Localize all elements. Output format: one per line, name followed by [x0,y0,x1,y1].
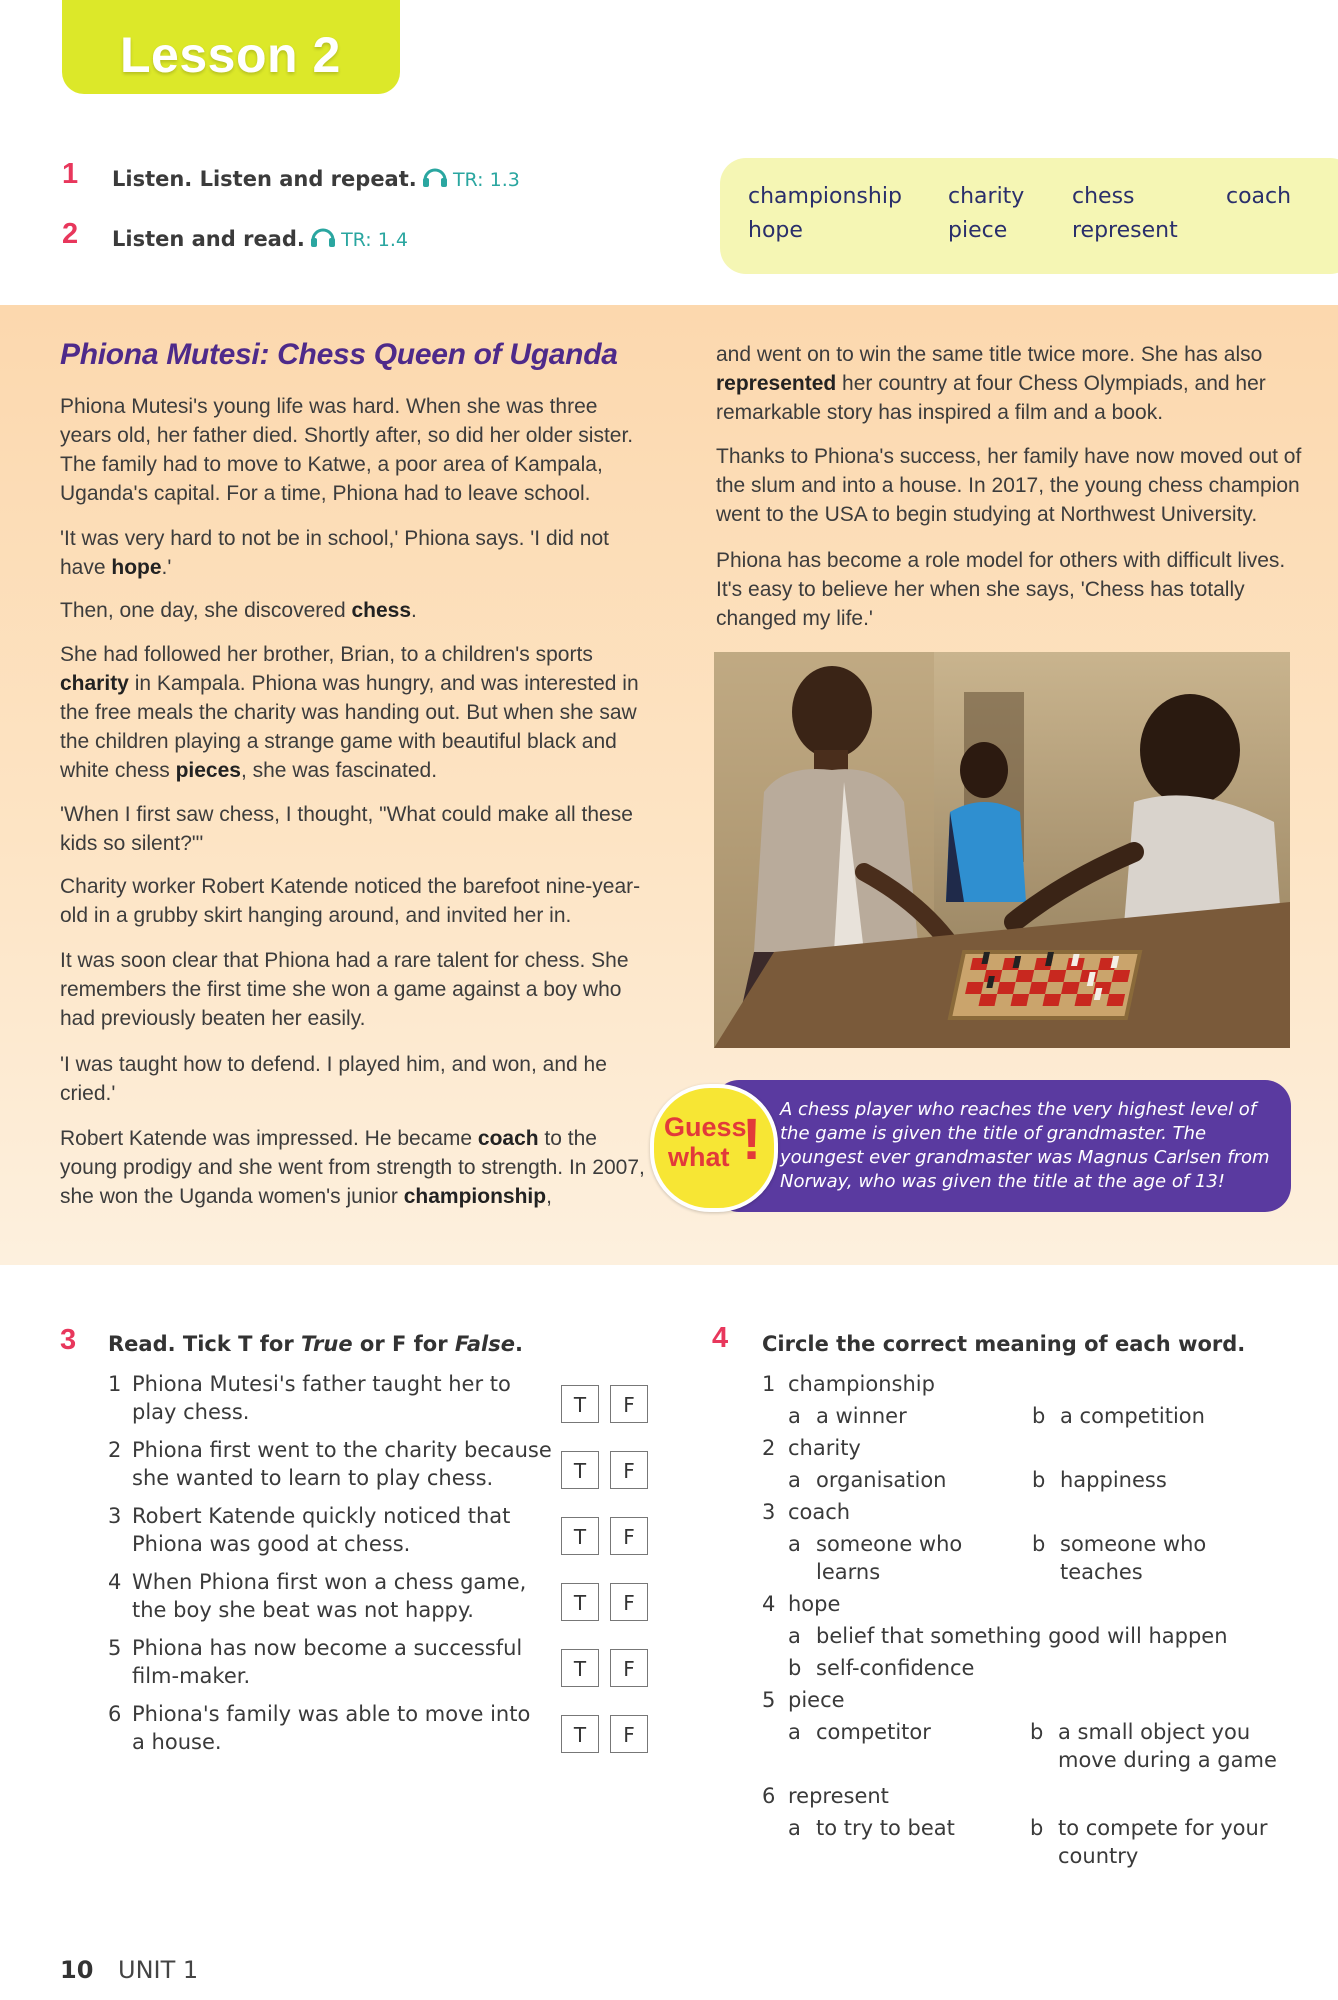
true-checkbox[interactable]: T [561,1385,599,1423]
item-number: 4 [762,1592,776,1616]
article-title: Phiona Mutesi: Chess Queen of Uganda [60,338,618,371]
question-text: Phiona first went to the charity because [132,1438,552,1462]
lesson-title: Lesson 2 [120,27,341,83]
word-box-item: represent [1072,218,1178,243]
vocab-word: pieces [175,759,241,782]
true-checkbox[interactable]: T [561,1583,599,1621]
option-a[interactable]: a belief that something good will happen [788,1624,1228,1648]
question-text: film-maker. [132,1664,251,1688]
word-box-item: charity [948,184,1025,209]
question-number: 2 [108,1438,122,1462]
exercise-1-number: 1 [62,158,79,190]
item-number: 1 [762,1372,776,1396]
item-number: 6 [762,1784,776,1808]
true-checkbox[interactable]: T [561,1517,599,1555]
question-text: Phiona has now become a successful [132,1636,523,1660]
vocab-word: charity [60,672,129,695]
article-paragraph: 'I was taught how to defend. I played him, and won, and he cried.' [60,1053,607,1105]
item-number: 2 [762,1436,776,1460]
option-a[interactable]: a a winner [788,1404,907,1428]
question-text: Phiona's family was able to move into [132,1702,531,1726]
question-text: When Phiona first won a chess game, [132,1570,527,1594]
guess-what-text: A chess player who reaches the very highest level of the game is given the title of grandmaster. The youngest ever grandmaster was Magnus Carlsen from Norway, who was given the title at the age of 13! [780,1099,1270,1192]
article-paragraph: Then, one day, she discovered chess. [60,599,417,622]
false-checkbox[interactable]: F [610,1583,648,1621]
word-box-item: hope [748,218,803,243]
vocab-word: hope [111,556,162,579]
item-word: hope [788,1592,841,1616]
exercise-1-track: TR: 1.3 [452,169,520,191]
article-paragraph: Phiona has become a role model for others with difficult lives. It's easy to believe her when she says, 'Chess has totally changed my life.' [716,549,1286,630]
article-paragraph: She had followed her brother, Brian, to a children's sports charity in Kampala. Phiona was hungry, and was interested in the free meals the charity was handing out. But when she saw the children playing a strange game with beautiful black and white chess pieces, she was fascinated. [60,643,639,782]
article-paragraph: Phiona Mutesi's young life was hard. When she was three years old, her father died. Shortly after, so did her older sister. The family had to move to Katwe, a poor area of Kampala, Uganda's capital. For a time, Phiona had to leave school. [60,395,634,505]
question-number: 1 [108,1372,122,1396]
exercise-2-instruction: Listen and read. [112,227,305,251]
exercise-1-instruction: Listen. Listen and repeat. [112,167,417,191]
article-paragraph: 'It was very hard to not be in school,' Phiona says. 'I did not have hope.' [60,527,609,579]
question-number: 4 [108,1570,122,1594]
option-a[interactable]: a to try to beat [788,1816,955,1840]
question-number: 5 [108,1636,122,1660]
vocab-word: represented [716,372,837,395]
false-checkbox[interactable]: F [610,1715,648,1753]
question-text: Phiona was good at chess. [132,1532,411,1556]
exercise-1-row [112,166,520,192]
question-text: the boy she beat was not happy. [132,1598,474,1622]
word-box-item: piece [948,218,1008,243]
vocab-word: championship [403,1185,547,1208]
question-text: Robert Katende quickly noticed that [132,1504,511,1528]
chess-photo [714,652,1290,1048]
true-checkbox[interactable]: T [561,1715,599,1753]
item-number: 5 [762,1688,776,1712]
vocab-word: coach [477,1127,539,1150]
guess-what-label: what [668,1142,730,1172]
question-text: a house. [132,1730,222,1754]
option-b[interactable]: b someone who [1032,1532,1207,1556]
false-checkbox[interactable]: F [610,1649,648,1687]
option-b[interactable]: b to compete for your [1030,1816,1268,1840]
option-b[interactable]: b a small object you [1030,1720,1251,1744]
option-b-continued: move during a game [1058,1748,1277,1772]
word-box-item: chess [1072,184,1135,209]
vocab-word: chess [351,599,412,622]
option-b[interactable]: b self-confidence [788,1656,975,1680]
false-checkbox[interactable]: F [610,1451,648,1489]
article-paragraph: Charity worker Robert Katende noticed the barefoot nine-year-old in a grubby skirt hanging around, and invited her in. [60,875,641,927]
false-checkbox[interactable]: F [610,1517,648,1555]
question-number: 6 [108,1702,122,1726]
article-paragraph: Thanks to Phiona's success, her family have now moved out of the slum and into a house. In 2017, the young chess champion went to the USA to begin studying at Northwest University. [716,445,1302,526]
item-word: piece [788,1688,845,1712]
exercise-3-number: 3 [60,1324,77,1356]
exercise-2-track: TR: 1.4 [341,229,408,251]
option-b-continued: teaches [1060,1560,1143,1584]
exercise-4-instruction: Circle the correct meaning of each word. [762,1332,1246,1356]
item-word: coach [788,1500,851,1524]
question-text: she wanted to learn to play chess. [132,1466,494,1490]
option-a-continued: learns [816,1560,881,1584]
exercise-3-instruction: Read. Tick T for True or F for False. [108,1332,523,1356]
guess-what-exclamation: ! [742,1107,762,1172]
option-b[interactable]: b a competition [1032,1404,1205,1428]
option-a[interactable]: a someone who [788,1532,963,1556]
unit-label: UNIT 1 [118,1956,199,1984]
item-number: 3 [762,1500,776,1524]
word-box-item: championship [748,184,902,209]
article-paragraph: and went on to win the same title twice more. She has also represented her country at four Chess Olympiads, and her remarkable story has inspired a film and a book. [716,343,1266,424]
item-word: championship [788,1372,935,1396]
headphones-icon[interactable] [310,226,336,252]
headphones-icon[interactable] [422,166,448,192]
page-number: 10 [60,1956,94,1984]
item-word: represent [788,1784,889,1808]
option-a[interactable]: a competitor [788,1720,931,1744]
option-a[interactable]: a organisation [788,1468,947,1492]
question-text: Phiona Mutesi's father taught her to [132,1372,511,1396]
false-checkbox[interactable]: F [610,1385,648,1423]
exercise-2-row [112,226,408,252]
word-box [720,158,1338,274]
question-text: play chess. [132,1400,250,1424]
option-b[interactable]: b happiness [1032,1468,1167,1492]
item-word: charity [788,1436,861,1460]
exercise-2-number: 2 [62,218,79,250]
option-b-continued: country [1058,1844,1139,1868]
word-box-item: coach [1226,184,1292,209]
exercise-4-number: 4 [712,1322,729,1354]
article-paragraph: It was soon clear that Phiona had a rare talent for chess. She remembers the first time she won a game against a boy who had previously beaten her easily. [60,949,629,1030]
true-checkbox[interactable]: T [561,1451,599,1489]
guess-what-label: Guess [664,1112,747,1142]
true-checkbox[interactable]: T [561,1649,599,1687]
article-paragraph: 'When I first saw chess, I thought, "What could make all these kids so silent?"' [60,803,633,855]
article-paragraph: Robert Katende was impressed. He became coach to the young prodigy and she went from strength to strength. In 2007, she won the Uganda women's junior championship, [60,1127,645,1208]
question-number: 3 [108,1504,122,1528]
